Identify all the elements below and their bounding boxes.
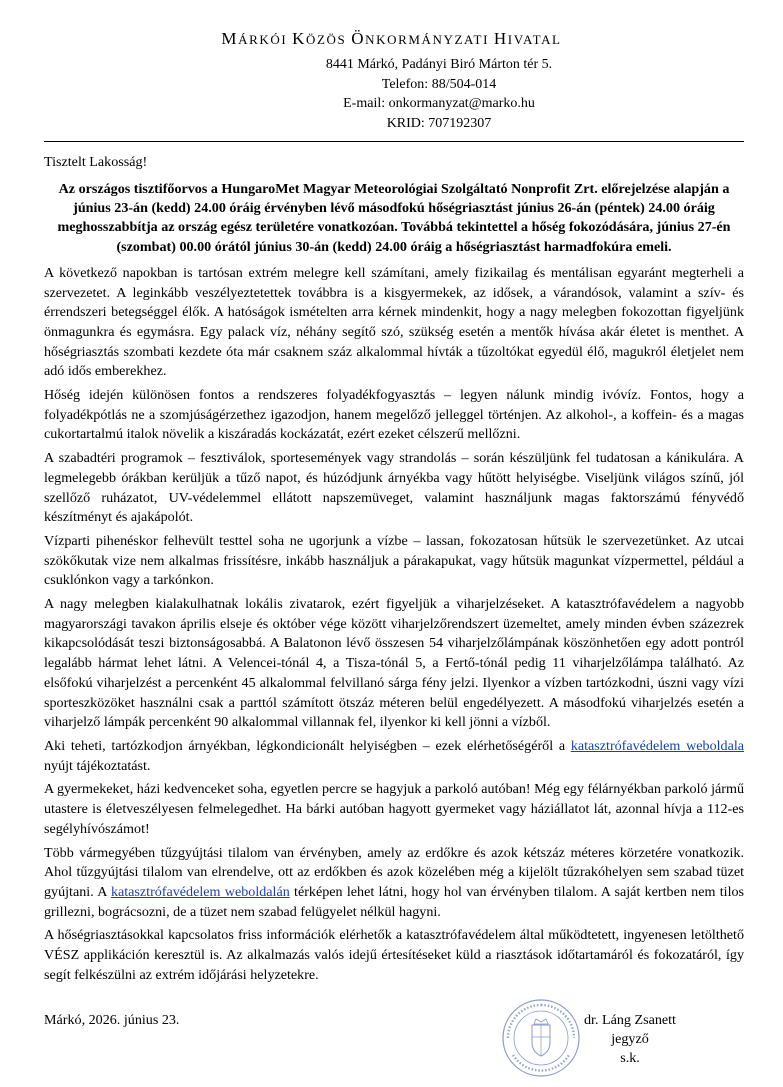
signature-block xyxy=(582,1011,678,1068)
paragraph-waterside: Vízparti pihenéskor felhevült testtel soha ne ugorjunk a vízbe – lassan, fokozatosan hűtsük le szervezetünket. Az utcai szökőkutak vize nem alkalmas frissítésre, inkább használjuk a párakapukat, vagy hűtsük magunkat vízpermettel, például a csuklónkon vagy a tarkónkon. xyxy=(44,532,744,589)
place-and-date: Márkó, 2026. június 23. xyxy=(44,1012,180,1028)
official-seal-icon xyxy=(500,997,582,1079)
org-phone: Telefon: 88/504-014 xyxy=(381,76,497,92)
disaster-management-map-link[interactable]: katasztrófavédelem weboldalán xyxy=(110,883,290,900)
org-name-part: NKORMÁNYZATI xyxy=(365,32,494,47)
letter-footer xyxy=(44,1011,744,1081)
text-run: Több vármegyében tűzgyújtási tilalom van érvényben, amely az erdőkre és azok kétszáz méteres körzetére vonatkozik. Ahol tűzgyújtási tilalom van elrendelve, ott az erdőkben és azok közelében még a kijelölt tűzrakóhelyen sem szabad tüzet gyújtani. A xyxy=(44,844,744,900)
organization-name xyxy=(30,29,753,55)
org-name-initial: K xyxy=(292,29,307,48)
header-divider xyxy=(44,141,744,142)
letterhead xyxy=(0,29,783,133)
text-run: Aki teheti, tartózkodjon árnyékban, légkondicionált helyiségben – ezek elérhetőségéről a xyxy=(44,737,571,754)
signer-note: s.k. xyxy=(620,1050,640,1066)
paragraph-hydration: Hőség idején különösen fontos a rendszeres folyadékfogyasztás – legyen nálunk mindig ivóvíz. Fontos, hogy a folyadékpótlás ne a szomjúságérzethez igazodjon, hanem megelőző jelleggel történjen. Az alkohol-, a koffein- és a magas cukortartalmú italok növelik a kiszáradás kockázatát, ezért ezeket célszerű mellőzni. xyxy=(44,387,744,443)
paragraph-fire-ban xyxy=(44,844,744,923)
text-run: térképen lehet látni, hogy hol van érvényben tilalom. A saját kertben nem tilos grillezni, bográcsozni, de a tüzet nem szabad felügyelet nélkül hagyni. xyxy=(44,883,745,920)
paragraph-vesz-app: A hőségriasztásokkal kapcsolatos friss információk elérhetők a katasztrófavédelem által működtetett, ingyenesen letölthető VÉSZ applikáción keresztül is. Az alkalmazás valós idejű értesítéseket küld a riasztások időtartamáról és fokozatáról, így segít felkészülni az extrém időjárási helyzetekre. xyxy=(44,927,744,983)
org-name-part: IVATAL xyxy=(507,32,562,47)
org-name-initial: M xyxy=(221,29,239,48)
paragraph-shade xyxy=(44,737,744,776)
signer-name: dr. Láng Zsanett xyxy=(584,1012,676,1028)
org-name-part: ÁRKÓI xyxy=(238,32,293,47)
lead-paragraph: Az országos tisztifőorvos a HungaroMet Magyar Meteorológiai Szolgáltató Nonprofit Zrt. előrejelzése alapján a június 23-án (kedd) 24.00 óráig érvényben lévő másodfokú hőségriasztást június 26-án (péntek) 24.00 óráig meghosszabbítja az ország egész területére vonatkozóan. Továbbá tekintettel a hőség fokozódására, június 27-én (szombat) 00.00 órától június 30-án (kedd) 24.00 óráig a hőségriasztást harmadfokúra emeli. xyxy=(57,181,731,255)
paragraph-storm-warnings: A nagy melegben kialakulhatnak lokális zivatarok, ezért figyeljük a viharjelzéseket. A katasztrófavédelem a nagyobb magyarországi tavakon április elseje és október vége között viharjelzőrendszert üzemeltet, amely minden évben százezrek kikapcsolódását teszi biztonságosabbá. A Balatonon lévő összesen 54 viharjelzőlámpának köszönhetően egy adott pontról legalább hármat lehet látni. A Velencei-tónál 4, a Tisza-tónál 5, a Fertő-tónál pedig 11 viharjelzőlámpa található. Az elsőfokú viharjelzést a percenként 45 alkalommal felvillanó sárga fény jelzi. Ilyenkor a vízben tartózkodni, úszni vagy vízi sporteszközöket használni csak a parttól számított ötszáz méteren belül engedélyezett. A másodfokú viharjelzés esetén a viharjelző lámpák percenként 90 alkalommal villannak fel, ilyenkor ki kell jönni a vízből. xyxy=(44,596,744,731)
org-krid: KRID: 707192307 xyxy=(386,115,492,131)
letter-body xyxy=(44,153,744,989)
paragraph-children-in-cars: A gyermekeket, házi kedvenceket soha, egyetlen percre se hagyjuk a parkoló autóban! Még egy félárnyékban parkoló jármű utastere is életveszélyesen felmelegedhet. Ha bárki autóban hagyott gyermeket vagy háziállatot lát, azonnal hívja a 112-es segélyhívószámot! xyxy=(44,781,744,837)
org-name-initial: Ö xyxy=(351,29,366,48)
disaster-management-website-link[interactable]: katasztrófavédelem weboldala xyxy=(570,737,745,754)
salutation: Tisztelt Lakosság! xyxy=(44,154,148,170)
signer-title: jegyző xyxy=(611,1031,649,1047)
org-name-part: ÖZÖS xyxy=(306,32,352,47)
org-address: 8441 Márkó, Padányi Biró Márton tér 5. xyxy=(325,57,553,72)
text-run: nyújt tájékoztatást. xyxy=(44,757,151,774)
org-email: E-mail: onkormanyzat@marko.hu xyxy=(343,96,535,111)
org-name-initial: H xyxy=(493,29,508,48)
paragraph-outdoor-programs: A szabadtéri programok – fesztiválok, sportesemények vagy strandolás – során készüljünk fel tudatosan a kánikulára. A legmelegebb órákban kerüljük a tűző napot, és húzódjunk árnyékba vagy hűtött helyiségbe. Viseljünk világos színű, jól szellőző ruházatot, UV-védelemmel ellátott napszemüveget, valamint használjunk magas faktorszámú fényvédő készítményt és ajakápolót. xyxy=(44,450,744,526)
paragraph-extreme-heat: A következő napokban is tartósan extrém melegre kell számítani, amely fizikailag és mentálisan egyaránt megterheli a szervezetet. A leginkább veszélyeztetettek továbbra is a kisgyermekek, az idősek, a várandósok, valamint a szív- és érrendszeri betegséggel élők. A hatóságok ismételten arra kérnek mindenkit, hogy a nagy melegben fokozottan figyeljünk önmagunkra és egymásra. Egy palack víz, néhány segítő szó, szükség esetén a mentők hívása akár életet is menthet. A hőségriasztás szombati kezdete óta már csaknem száz alkalommal hívták a tűzoltókat egyedül élő, magukról életjelet nem adó idős emberekhez. xyxy=(44,264,744,380)
